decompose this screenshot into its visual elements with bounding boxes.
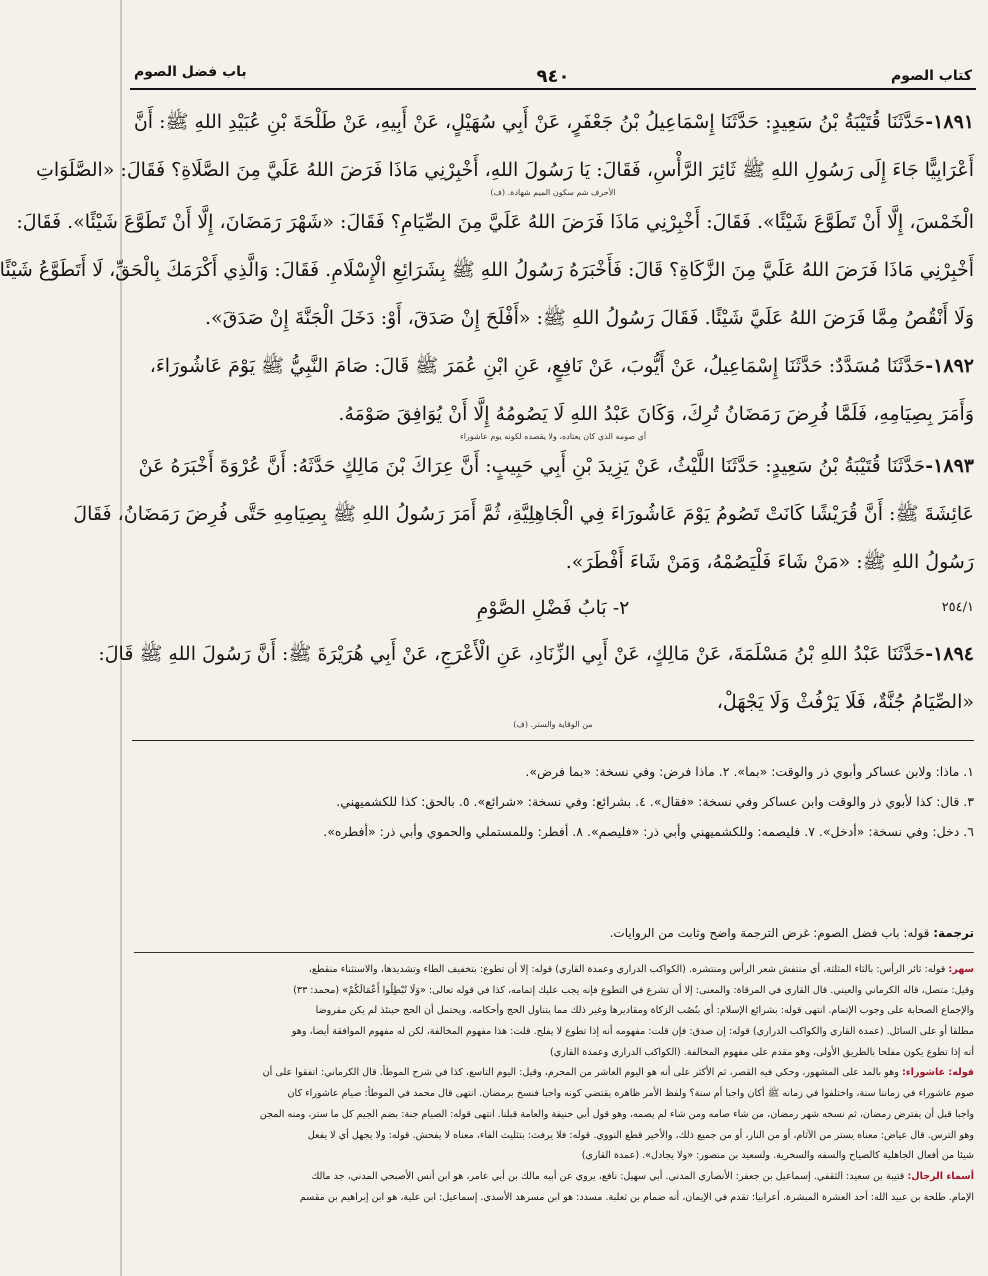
hadith-1892-line: وَأَمَرَ بِصِيَامِهِ، فَلَمَّا فُرِضَ رَمَضَانُ تُرِكَ، وَكَانَ عَبْدُ اللهِ لَا يَصُومُهُ إِلَّا أَنْ يُوَافِقَ صَوْمَهُ. [338, 403, 974, 425]
commentary-label: أسماء الرجال: [907, 1170, 974, 1182]
commentary-line: أسماء الرجال: قتيبة بن سعيد: الثقفي. إسماعيل بن جعفر: الأنصاري المدني. أبي سهيل: نافع، يروي عن أبيه مالك بن أبي عامر، هو ابن أنس الأصبحي المدني، جد مالك [311, 1170, 974, 1182]
interlinear-gloss: الأحرف شم سكون الميم شهادة. (ف) [490, 188, 616, 197]
hadith-1893-line: ١٨٩٣-حَدَّثَنَا قُتَيْبَةُ بْنُ سَعِيدٍ: حَدَّثَنَا اللَّيْثُ، عَنْ يَزِيدَ بْنِ أَبِي حَبِيبٍ: أَنَّ عِرَاكَ بْنَ مَالِكٍ حَدَّثَهُ: أَنَّ عُرْوَةَ أَخْبَرَهُ عَنْ [138, 455, 974, 477]
footnote-line: ٣. قال: كذا لأبوي ذر والوقت وابن عساكر وفي نسخة: «فقال». ٤. بشرائع: وفي نسخة: «شرائع». ٥. بالحق: كذا للكشميهني. [336, 794, 974, 809]
hadith-1894-line: «الصِّيَامُ جُنَّةٌ، فَلَا يَرْفُثْ وَلَا يَجْهَلْ، [716, 691, 974, 713]
commentary-line: أنه إذا تطوع يكون مفلحا بالطريق الأولى، وهو مقدم على مفهوم المخالفة. (الكواكب الدراري وعمدة القاري) [550, 1046, 974, 1058]
commentary-line: سهر: قوله: ثائر الرأس: بالثاء المثلثة، أي منتفش شعر الرأس ومنتشره. (الكواكب الدراري وعمدة القاري) قوله: إلا أن تطوع: بتخفيف الطاء وتشديدها، والاستثناء منقطع، [308, 964, 974, 975]
chapter-title: ٢- بَابُ فَضْلِ الصَّوْمِ [476, 597, 630, 619]
hadith-1894-line: ١٨٩٤-حَدَّثَنَا عَبْدُ اللهِ بْنُ مَسْلَمَةَ، عَنْ مَالِكٍ، عَنْ أَبِي الزِّنَادِ، عَنِ الْأَعْرَجِ، عَنْ أَبِي هُرَيْرَةَ ﷺ: أَنَّ رَسُولَ اللهِ ﷺ قَالَ: [98, 643, 974, 665]
hadith-1891-line: ١٨٩١-حَدَّثَنَا قُتَيْبَةُ بْنُ سَعِيدٍ: حَدَّثَنَا إِسْمَاعِيلُ بْنُ جَعْفَرٍ، عَنْ أَبِي سُهَيْلٍ، عَنْ أَبِيهِ، عَنْ طَلْحَةَ بْنِ عُبَيْدِ اللهِ ﷺ: أَنَّ [133, 111, 974, 133]
commentary-line: قوله: عاشوراء: وهو بالمد على المشهور، وحكي فيه القصر، ثم الأكثر على أنه هو اليوم العاشر من المحرم، وقيل: اليوم التاسع، كذا في شرح الموطأ. قال الكرماني: اتفقوا على أن [262, 1067, 974, 1079]
commentary-line: شيئا من أفعال الجاهلية كالصياح والسفه والسخرية. ولسعيد بن منصور: «ولا يجادل». (عمدة القاري) [581, 1150, 974, 1162]
commentary-line: والإجماع الصحابة على وجوب الإتمام. انتهى قوله: بشرائع الإسلام: أي بنُصُب الزكاة ومقاديرها وغير ذلك مما يتناول الحج وأحكامه. ويحتمل أن الحج حينئذ لم يكن مفروضا [315, 1005, 974, 1017]
commentary-line: وقيل: متصل، قاله الكرماني والعيني. قال القاري في المرقاة: والمعنى: إلا أن تشرع في التطوع فإنه يجب عليك إتمامه، كذا في قوله تعالى: «وَلَا تُبْطِلُوا أَعْمَالَكُمْ» (محمد: ٣٣) [293, 984, 974, 996]
commentary-line: واجبا قبل أن يفترض رمضان، ثم نسخه شهر رمضان، من شاء صامه ومن شاء لم يصمه، وهو قول أبي حنيفة والعامة قبلنا. انتهى قوله: الصيام جنة: بضم الجيم كل ما ستر، ومنه المجن [259, 1108, 974, 1120]
commentary-label: سهر: [948, 964, 974, 975]
footnote-divider [132, 740, 974, 741]
hadith-1891-line: وَلَا أَنْقُصُ مِمَّا فَرَضَ اللهُ عَلَيَّ شَيْئًا. فَقَالَ رَسُولُ اللهِ ﷺ: «أَفْلَحَ إِنْ صَدَقَ، أَوْ: دَخَلَ الْجَنَّةَ إِنْ صَدَقَ». [205, 307, 974, 329]
commentary-label: قوله: عاشوراء: [901, 1067, 974, 1079]
interlinear-gloss: من الوقاية والستر. (ف) [513, 720, 593, 729]
hadith-text [0, 98, 974, 847]
tarjama-note [134, 922, 974, 944]
tarjama-label: ترجمة: [933, 926, 974, 940]
hadith-number: ١٨٩٤- [925, 643, 974, 665]
commentary-line: صوم عاشوراء في زماننا سنة، واختلفوا في زمانه ﷺ أكان واجبا أم سنة؟ ولفظ الأمر ظاهره يقتضي كونه واجبا فنسخ برمضان. انتهى قال محمد في الموطأ: صيام عاشوراء كان [287, 1088, 974, 1100]
hadith-1891-line: أَخْبِرْنِي مَاذَا فَرَضَ اللهُ عَلَيَّ مِنَ الزَّكَاةِ؟ قَالَ: فَأَخْبَرَهُ رَسُولُ اللهِ ﷺ بِشَرَائِعِ الْإِسْلَامِ. فَقَالَ: وَالَّذِي أَكْرَمَكَ بِالْحَقِّ، لَا أَتَطَوَّعُ شَيْئًا [0, 259, 974, 281]
volume-reference: ٢٥٤/١ [941, 600, 974, 615]
hadith-1891-line: الْخَمْسَ، إِلَّا أَنْ تَطَوَّعَ شَيْئًا». فَقَالَ: أَخْبِرْنِي مَاذَا فَرَضَ اللهُ عَلَيَّ مِنَ الصِّيَامِ؟ فَقَالَ: «شَهْرَ رَمَضَانَ، إِلَّا أَنْ تَطَوَّعَ شَيْئًا». فَقَالَ: [16, 211, 974, 233]
commentary-line: الإمام. طلحة بن عبيد الله: أحد العشرة المبشرة. أعرابيا: تقدم في الإيمان، أنه ضمام بن ثعلبة. مسدد: هو ابن مسرهد الأسدي. إسماعيل: ابن علية، هو ابن إبراهيم بن مقسم [299, 1191, 974, 1203]
page-number: ٩٤٠ [536, 66, 570, 87]
hadith-number: ١٨٩٣- [925, 455, 974, 477]
commentary-line: مطلقا أو على السائل. (عمدة القاري والكواكب الدراري) قوله: إن صدق: فإن قلت: مفهومه أنه إذا تطوع لا يفلح. قلت: هذا مفهوم المخالفة، لكن له مفهوم الموافقة أيضا، وهو [291, 1026, 974, 1038]
tarjama-text: قوله: باب فضل الصوم: غرض الترجمة واضح وثابت من الروايات. [609, 926, 930, 940]
page-header [130, 56, 976, 90]
book-title: كتاب الصوم [891, 68, 972, 84]
footnote-line: ١. ماذا: ولابن عساكر وأبوي ذر والوقت: «بما». ٢. ماذا فرض: وفي نسخة: «بما فرض». [525, 764, 974, 779]
commentary-divider [134, 952, 974, 953]
hadith-number: ١٨٩٢- [925, 355, 974, 377]
chapter-heading [132, 586, 974, 630]
hadith-1893-line: عَائِشَةَ ﷺ: أَنَّ قُرَيْشًا كَانَتْ تَصُومُ يَوْمَ عَاشُورَاءَ فِي الْجَاهِلِيَّةِ، ثُمَّ أَمَرَ رَسُولُ اللهِ ﷺ بِصِيَامِهِ حَتَّى فُرِضَ رَمَضَانُ، فَقَالَ [73, 503, 974, 525]
header-rule [130, 88, 976, 90]
hadith-number: ١٨٩١- [925, 111, 974, 133]
hadith-1893-line: رَسُولُ اللهِ ﷺ: «مَنْ شَاءَ فَلْيَصُمْهُ، وَمَنْ شَاءَ أَفْطَرَ». [565, 551, 974, 573]
chapter-running-title: باب فضل الصوم [134, 64, 247, 80]
interlinear-gloss: أي صومه الذي كان يعتاده، ولا يقصده لكونه يوم عاشوراء [459, 432, 647, 441]
hadith-1892-line: ١٨٩٢-حَدَّثَنَا مُسَدَّدٌ: حَدَّثَنَا إِسْمَاعِيلُ، عَنْ أَيُّوبَ، عَنْ نَافِعٍ، عَنِ ابْنِ عُمَرَ ﷺ قَالَ: صَامَ النَّبِيُّ ﷺ يَوْمَ عَاشُورَاءَ، [149, 355, 974, 377]
footnote-line: ٦. دخل: وفي نسخة: «أدخل». ٧. فليصمه: وللكشميهني وأبي ذر: «فليصم». ٨. أفطر: وللمستملي والحموي وأبي ذر: «أفطره». [323, 824, 974, 839]
commentary-block [132, 960, 974, 1208]
commentary-line: وهو الترس. قال عياض: معناه يستر من الآثام، أو من النار، أو من جميع ذلك، والأخير قطع النووي. قوله: فلا يرفث: بتثليث الفاء، معناه لا يفحش. قوله: ولا يجهل أي لا يفعل [307, 1129, 974, 1141]
hadith-1891-line: أَعْرَابِيًّا جَاءَ إِلَى رَسُولِ اللهِ ﷺ ثَائِرَ الرَّأْسِ، فَقَالَ: يَا رَسُولَ اللهِ، أَخْبِرْنِي مَاذَا فَرَضَ اللهُ عَلَيَّ مِنَ الصَّلَاةِ؟ فَقَالَ: «الصَّلَوَاتِ [35, 159, 974, 181]
